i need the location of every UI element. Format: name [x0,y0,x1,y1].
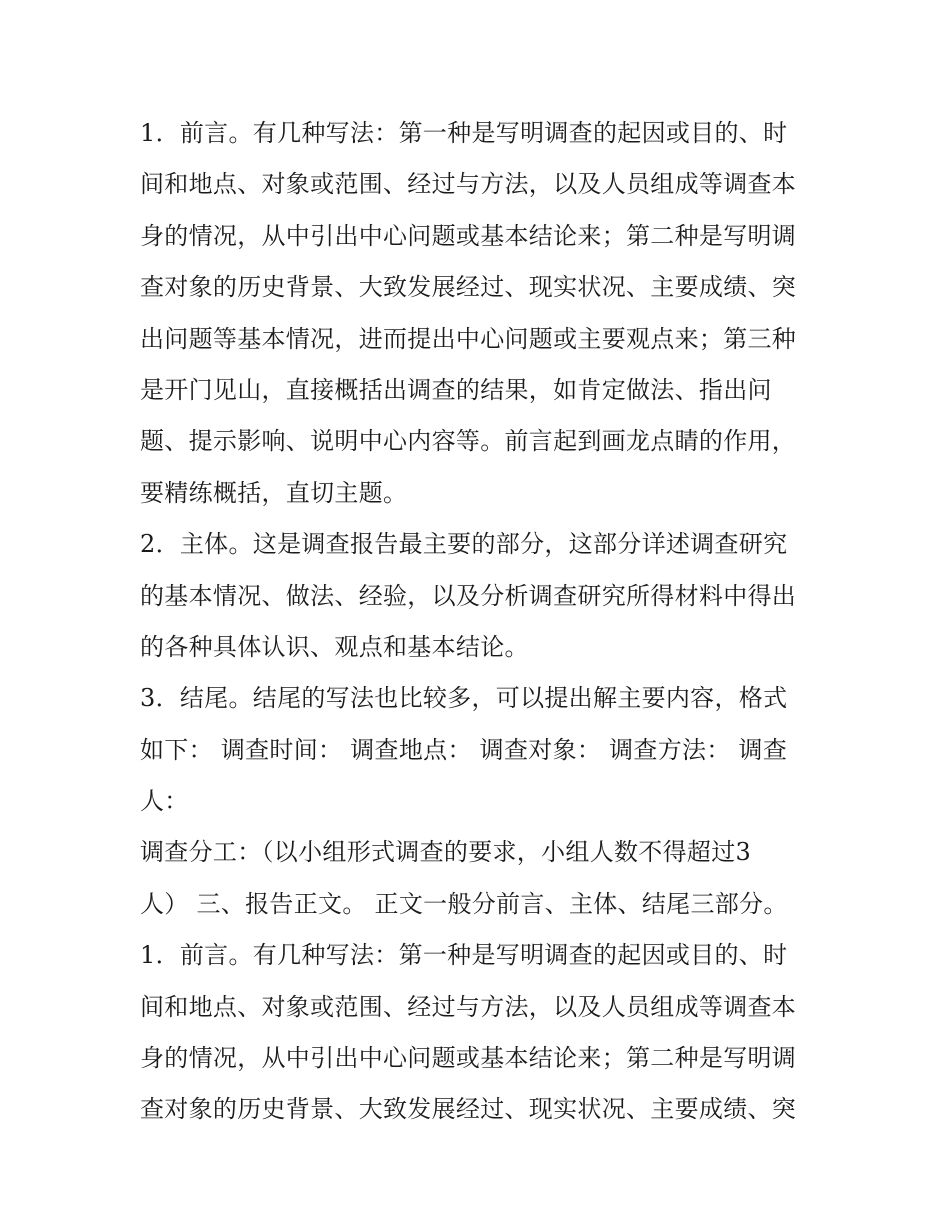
text-line: 出问题等基本情况，进而提出中心问题或主要观点来；第三种 [140,324,797,353]
text-line: 调查分工：（以小组形式调查的要求，小组人数不得超过3 [140,838,752,867]
text-line: 2．主体。这是调查报告最主要的部分，这部分详述调查研究 [140,530,788,559]
text-line: 人： [140,787,189,816]
text-line: 间和地点、对象或范围、经过与方法，以及人员组成等调查本 [140,170,797,199]
text-line: 查对象的历史背景、大致发展经过、现实状况、主要成绩、突 [140,1095,797,1124]
text-line: 查对象的历史背景、大致发展经过、现实状况、主要成绩、突 [140,273,797,302]
text-line: 的基本情况、做法、经验，以及分析调查研究所得材料中得出 [140,581,797,610]
text-line: 题、提示影响、说明中心内容等。前言起到画龙点睛的作用， [140,427,797,456]
text-line: 身的情况，从中引出中心问题或基本结论来；第二种是写明调 [140,1044,797,1073]
text-line: 1．前言。有几种写法：第一种是写明调查的起因或目的、时 [140,941,788,970]
text-line: 如下： 调查时间： 调查地点： 调查对象： 调查方法： 调查 [140,735,788,764]
text-line: 1．前言。有几种写法：第一种是写明调查的起因或目的、时 [140,119,788,147]
body-text [140,108,820,1136]
text-line: 人） 三、报告正文。 正文一般分前言、主体、结尾三部分。 [140,889,788,918]
text-line: 间和地点、对象或范围、经过与方法，以及人员组成等调查本 [140,992,797,1021]
text-line: 3．结尾。结尾的写法也比较多，可以提出解主要内容，格式 [140,684,788,713]
text-line: 要精练概括，直切主题。 [140,478,408,507]
text-line: 身的情况，从中引出中心问题或基本结论来；第二种是写明调 [140,221,797,250]
text-line: 的各种具体认识、观点和基本结论。 [140,632,529,661]
text-line: 是开门见山，直接概括出调查的结果，如肯定做法、指出问 [140,375,772,404]
